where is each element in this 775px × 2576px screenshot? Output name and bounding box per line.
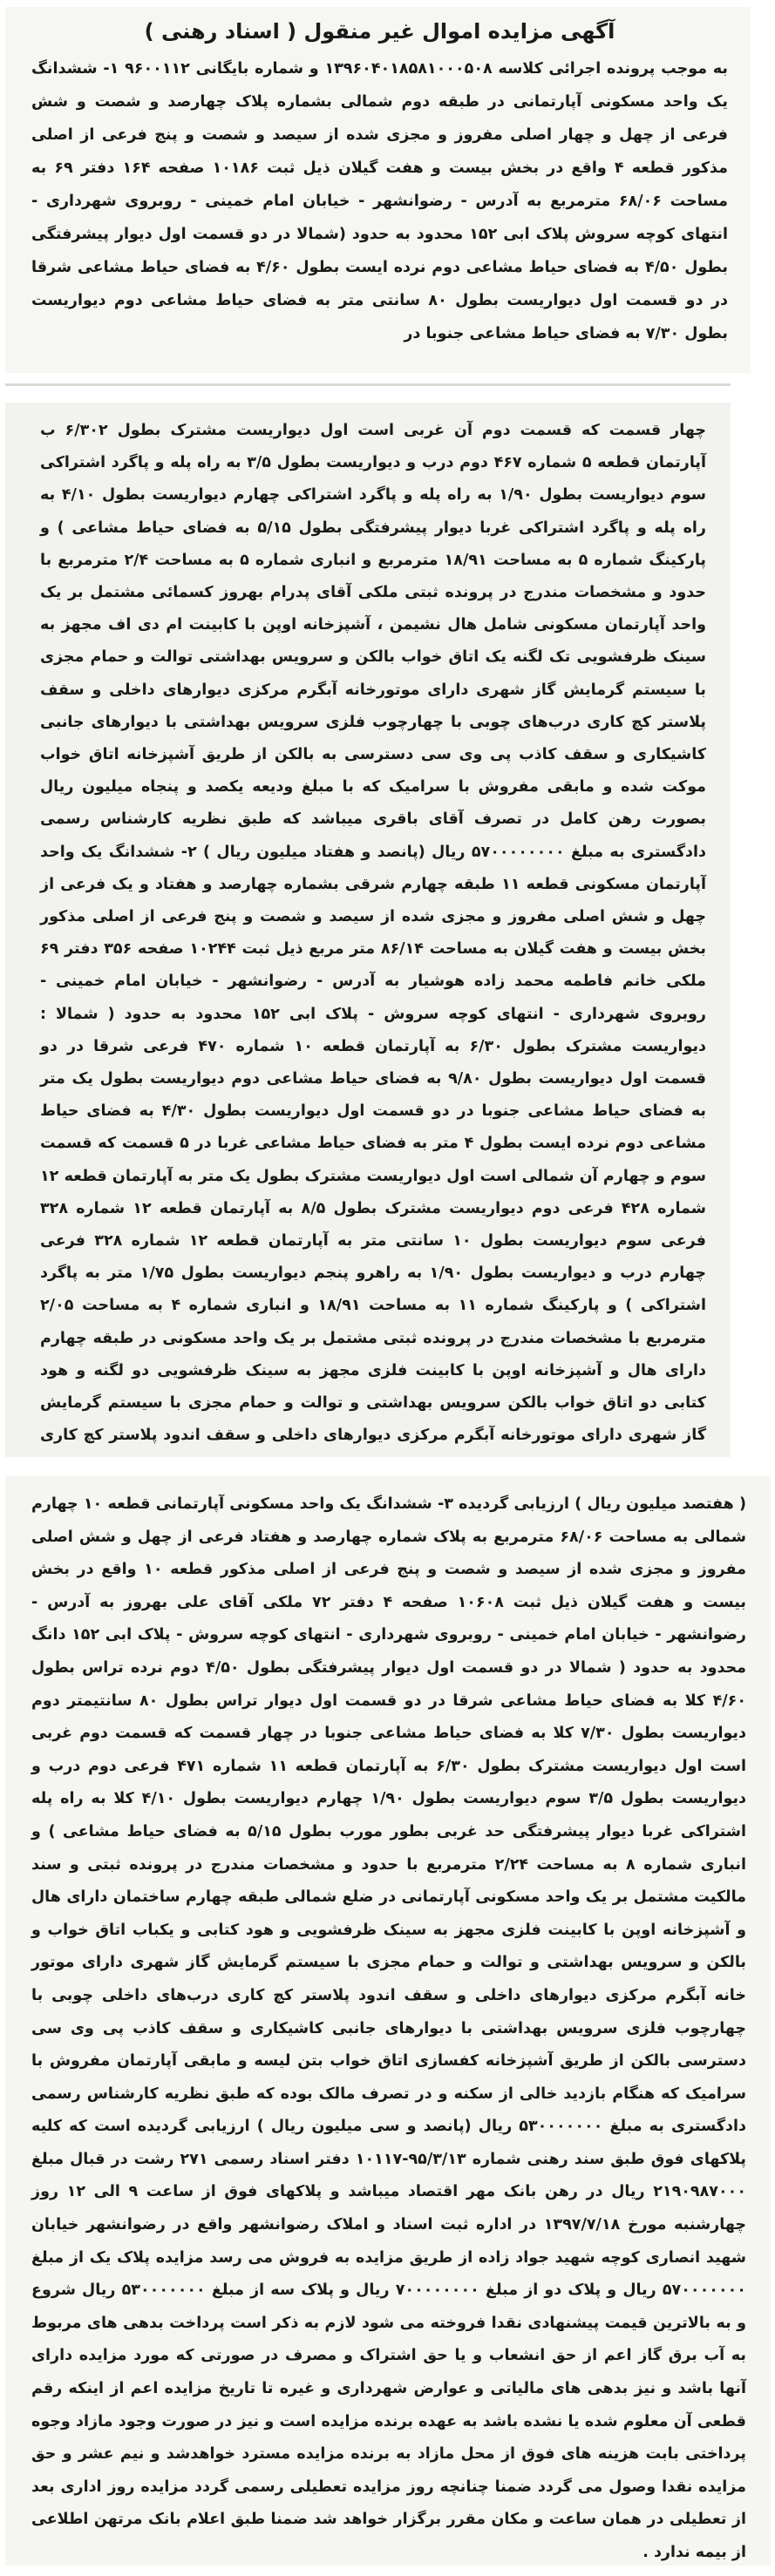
ad-section-3-text: ( هفتصد میلیون ریال ) ارزیابی گردیده ۳- ششدانگ یک واحد مسکونی آپارتمانی قطعه ۱۰ چهارم شمالی به مساحت ۶۸/۰۶ مترمربع به پلاک شماره چهارصد و هفتاد فرعی از چهل و شش اصلی مفروز و مجزی شده از سیصد و شصت و پنج فرعی از اصلی مذکور قطعه ۱۰ واقع در بخش بیست و هفت گیلان ذیل ثبت ۱۰۶۰۸ صفحه ۴ دفتر ۷۲ ملکی آقای علی بهروز به آدرس - رضوانشهر - خیابان امام خمینی - روبروی شهرداری - انتهای کوچه سروش - پلاک ابی ۱۵۲ دانگ محدود به حدود ( شمالا در دو قسمت اول دیوار پیشرفتگی بطول ۴/۵۰ دوم نرده تراس بطول ۴/۶۰ کلا به فضای حیاط مشاعی شرقا در دو قسمت اول دیوار تراس بطول ۸۰ سانتیمتر دوم دیواریست بطول ۷/۳۰ کلا به فضای حیاط مشاعی جنوبا در چهار قسمت که قسمت دوم غربی است اول دیواریست مشترک بطول ۶/۳۰ به آپارتمان قطعه ۱۱ شماره ۴۷۱ فرعی دوم درب و دیواریست بطول ۳/۵ سوم دیواریست بطول ۱/۹۰ چهارم دیواریست بطول ۴/۱۰ کلا به راه پله اشتراکی غربا دیوار پیشرفتگی حد غربی بطور مورب بطول ۵/۱۵ به فضای حیاط مشاعی ) و انباری شماره ۸ به مساحت ۲/۲۴ مترمربع با حدود و مشخصات مندرج در پرونده ثبتی و سند مالکیت مشتمل بر یک واحد مسکونی آپارتمانی در ضلع شمالی طبقه چهارم ساختمان دارای هال و آشپزخانه اوپن با کابینت فلزی مجهز به سینک ظرفشویی و هود کتابی و یکباب اتاق خواب و بالکن و سرویس بهداشتی و توالت و حمام مجزی با سیستم گرمایش گاز شهری دارای موتور خانه آبگرم مرکزی دیوارهای داخلی و سقف اندود پلاستر کچ کاری درب‌های داخلی چوبی با چهارچوب فلزی سرویس بهداشتی با دیوارهای جانبی کاشیکاری و سقف کاذب پی وی سی دسترسی بالکن از طریق آشپزخانه کفسازی اتاق خواب بتن لیسه و مابقی آپارتمان مفروش با سرامیک که هنگام بازدید خالی از سکنه و در تصرف مالک بوده که طبق نظریه کارشناس رسمی دادگستری به مبلغ ۵۳۰۰۰۰۰۰۰ ریال (پانصد و سی میلیون ریال ) ارزیابی گردیده است که کلیه پلاکهای فوق طبق سند رهنی شماره ۹۵/۳/۱۳-۱۰۱۱۷ دفتر اسناد رسمی ۲۷۱ رشت در قبال مبلغ ۲۱۹۰۹۸۷۰۰۰ ریال در رهن بانک مهر اقتصاد میباشد و پلاکهای فوق از ساعت ۹ الی ۱۲ روز چهارشنبه مورخ ۱۳۹۷/۷/۱۸ در اداره ثبت اسناد و املاک رضوانشهر واقع در رضوانشهر خیابان شهید انصاری کوچه شهید جواد زاده از طریق مزایده به فروش می رسد مزایده پلاک یک از مبلغ ۵۷۰۰۰۰۰۰۰ ریال و پلاک دو از مبلغ ۷۰۰۰۰۰۰۰۰ ریال و پلاک سه از مبلغ ۵۳۰۰۰۰۰۰۰ ریال شروع و به بالاترین قیمت پیشنهادی نقدا فروخته می شود لازم به ذکر است پرداخت بدهی های مربوط به آب برق گاز اعم از حق انشعاب و یا حق اشتراک و مصرف در صورتی که مورد مزایده دارای آنها باشد و نیز بدهی های مالیاتی و عوارض شهرداری و غیره تا تاریخ مزایده اعم از اینکه رقم قطعی آن معلوم شده یا نشده باشد به عهده برنده مزایده است و نیز در صورت وجود مازاد وجوه پرداختی بابت هزینه های فوق از محل مازاد به برنده مزایده مسترد خواهدشد و نیم عشر و حق مزایده نقدا وصول می گردد ضمنا چنانچه روز مزایده تعطیلی رسمی گردد مزایده روز اداری بعد از تعطیلی در همان ساعت و مکان مقرر برگزار خواهد شد ضمنا طبق اعلام بانک مرتهن اطلاعی از بیمه ندارد .: [31, 1495, 747, 2561]
newspaper-clip-2: [5, 403, 731, 1457]
clip-edge-top: [5, 383, 731, 386]
newspaper-clip-1: [5, 7, 751, 373]
ad-section-2-text: چهار قسمت که قسمت دوم آن غربی است اول دیواریست مشترک بطول ۶/۳۰۲ ب آپارتمان قطعه ۵ شماره ۴۶۷ دوم درب و دیواریست بطول ۳/۵ به راه پله و پاگرد اشتراکی سوم دیواریست بطول ۱/۹۰ به راه پله و پاگرد اشتراکی چهارم دیواریست بطول ۴/۱۰ به راه پله و پاگرد اشتراکی غربا دیوار پیشرفتگی بطول ۵/۱۵ به فضای حیاط مشاعی ) و پارکینگ شماره ۵ به مساحت ۱۸/۹۱ مترمربع و انباری شماره ۵ به مساحت ۲/۴ مترمربع با حدود و مشخصات مندرج در پرونده ثبتی ملکی آقای پدرام بهروز کسمائی مشتمل بر یک واحد آپارتمان مسکونی شامل هال نشیمن ، آشپزخانه اوپن با کابینت ام دی اف مجهز به سینک ظرفشویی تک لگنه یک اتاق خواب بالکن و سرویس بهداشتی توالت و حمام مجزی با سیستم گرمایش گاز شهری دارای موتورخانه آبگرم مرکزی دیوارهای داخلی و سقف پلاستر کچ کاری درب‌های چوبی با چهارچوب فلزی سرویس بهداشتی با دیوارهای جانبی کاشیکاری و سقف کاذب پی وی سی دسترسی به بالکن از طریق آشپزخانه اتاق خواب موکت شده و مابقی مفروش با سرامیک که با مبلغ ودیعه یکصد و پنجاه میلیون ریال بصورت رهن کامل در تصرف آقای باقری میباشد که طبق نظریه کارشناس رسمی دادگستری به مبلغ ۵۷۰۰۰۰۰۰۰۰ ریال (پانصد و هفتاد میلیون ریال ) ۲- ششدانگ یک واحد آپارتمان مسکونی قطعه ۱۱ طبقه چهارم شرقی بشماره چهارصد و هفتاد و یک فرعی از چهل و شش اصلی مفروز و مجزی شده از سیصد و شصت و پنج فرعی از اصلی مذکور بخش بیست و هفت گیلان به مساحت ۸۶/۱۴ متر مربع ذیل ثبت ۱۰۲۴۴ صفحه ۳۵۶ دفتر ۶۹ ملکی خانم فاطمه محمد زاده هوشیار به آدرس - رضوانشهر - خیابان امام خمینی - روبروی شهرداری - انتهای کوچه سروش - پلاک ابی ۱۵۲ محدود به حدود ( شمالا : دیواریست مشترک بطول ۶/۳۰ به آپارتمان قطعه ۱۰ شماره ۴۷۰ فرعی شرقا در دو قسمت اول دیواریست بطول ۹/۸۰ به فضای حیاط مشاعی دوم دیواریست بطول یک متر به فضای حیاط مشاعی جنوبا در دو قسمت اول دیواریست بطول ۴/۳۰ به فضای حیاط مشاعی دوم نرده ایست بطول ۴ متر به فضای حیاط مشاعی غربا در ۵ قسمت که قسمت سوم و چهارم آن شمالی است اول دیواریست مشترک بطول یک متر به آپارتمان قطعه ۱۲ شماره ۴۲۸ فرعی دوم دیواریست مشترک بطول ۸/۵ به آپارتمان قطعه ۱۲ شماره ۳۲۸ فرعی سوم دیواریست بطول ۱۰ سانتی متر به آپارتمان قطعه ۱۲ شماره ۳۲۸ فرعی چهارم درب و دیواریست بطول ۱/۹۰ به راهرو پنجم دیواریست بطول ۱/۷۵ متر به پاگرد اشتراکی ) و پارکینگ شماره ۱۱ به مساحت ۱۸/۹۱ و انباری شماره ۴ به مساحت ۲/۰۵ مترمربع با مشخصات مندرج در پرونده ثبتی مشتمل بر یک واحد مسکونی در طبقه چهارم دارای هال و آشپزخانه اوپن با کابینت فلزی مجهز به سینک ظرفشویی دو لگنه و هود کتابی دو اتاق خواب بالکن سرویس بهداشتی و توالت و حمام مجزی با سیستم گرمایش گاز شهری دارای موتورخانه آبگرم مرکزی دیوارهای داخلی و سقف اندود پلاستر کچ کاری: [40, 422, 707, 1445]
newspaper-clip-3: [5, 1476, 771, 2566]
ad-section-1-text: به موجب پرونده اجرائی کلاسه ۱۳۹۶۰۴۰۱۸۵۸۱۰۰۰۵۰۸ و شماره بایگانی ۹۶۰۰۱۱۲ ۱- ششدانگ یک واحد مسکونی آپارتمانی در طبقه دوم شمالی بشماره پلاک چهارصد و شصت و شش فرعی از چهل و چهار اصلی مفروز و مجزی شده از سیصد و شصت و پنج فرعی از اصلی مذکور قطعه ۴ واقع در بخش بیست و هفت گیلان ذیل ثبت ۱۰۱۸۶ صفحه ۱۶۴ دفتر ۶۹ به مساحت ۶۸/۰۶ مترمربع به آدرس - رضوانشهر - خیابان امام خمینی - روبروی شهرداری - انتهای کوچه سروش پلاک ابی ۱۵۲ محدود به حدود (شمالا در دو قسمت اول دیوار پیشرفتگی بطول ۴/۵۰ به فضای حیاط مشاعی دوم نرده ایست بطول ۴/۶۰ به فضای حیاط مشاعی شرقا در دو قسمت اول دیواریست بطول ۸۰ سانتی متر به فضای حیاط مشاعی دوم دیواریست بطول ۷/۳۰ به فضای حیاط مشاعی جنوبا در: [31, 60, 729, 342]
ad-title: آگهی مزایده اموال غیر منقول ( اسناد رهنی ): [144, 19, 615, 44]
